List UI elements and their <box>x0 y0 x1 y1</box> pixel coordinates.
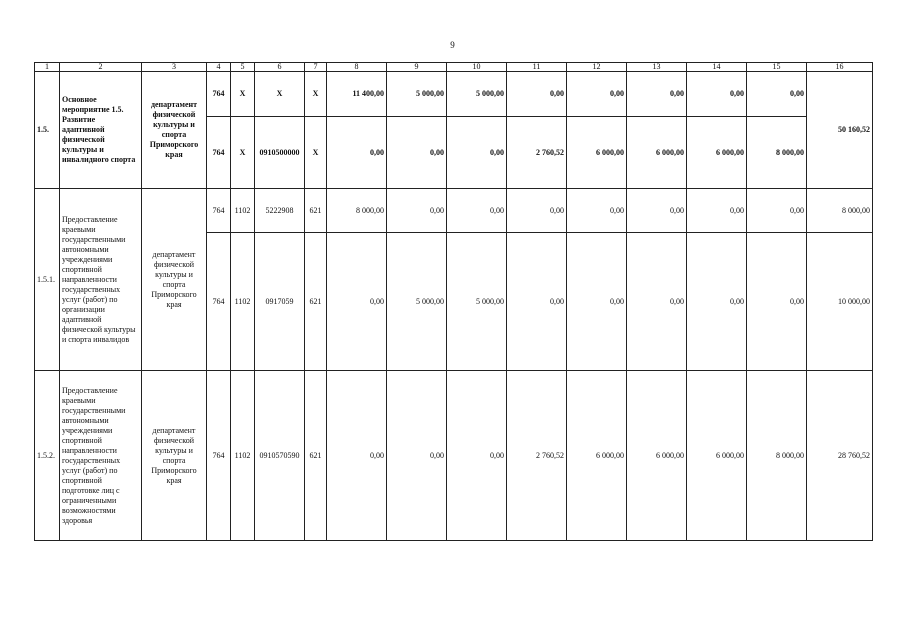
amount-cell: 5 000,00 <box>387 233 447 371</box>
grbs-code: 764 <box>207 189 231 233</box>
target-code: 0910500000 <box>255 117 305 189</box>
amount-cell: 0,00 <box>447 117 507 189</box>
column-header: 12 <box>567 63 627 72</box>
amount-cell: 0,00 <box>507 72 567 117</box>
amount-cell: 2 760,52 <box>507 371 567 541</box>
amount-cell: 6 000,00 <box>567 371 627 541</box>
page-number: 9 <box>450 40 455 50</box>
amount-cell: 0,00 <box>327 117 387 189</box>
grbs-code: 764 <box>207 117 231 189</box>
column-header: 16 <box>807 63 873 72</box>
target-code: Х <box>255 72 305 117</box>
event-name: Предоставление краевыми государственными автономными учреждениями спортивной направленности государственных услуг (работ) по спортивной подготовке лиц с ограниченными возможностями здоровья <box>60 371 142 541</box>
row-number: 1.5. <box>35 72 60 189</box>
expense-type: 621 <box>305 233 327 371</box>
amount-cell: 0,00 <box>567 189 627 233</box>
organization: департамент физической культуры и спорта Приморского края <box>142 72 207 189</box>
amount-cell: 0,00 <box>327 233 387 371</box>
expense-type: 621 <box>305 189 327 233</box>
column-header: 4 <box>207 63 231 72</box>
table-row <box>35 189 873 233</box>
amount-cell: 6 000,00 <box>687 117 747 189</box>
amount-cell: 2 760,52 <box>507 117 567 189</box>
column-header: 7 <box>305 63 327 72</box>
amount-cell: 8 000,00 <box>747 371 807 541</box>
section-code: Х <box>231 72 255 117</box>
amount-cell: 0,00 <box>327 371 387 541</box>
section-code: 1102 <box>231 189 255 233</box>
grbs-code: 764 <box>207 233 231 371</box>
amount-cell: 0,00 <box>687 189 747 233</box>
column-header: 14 <box>687 63 747 72</box>
amount-cell: 0,00 <box>627 72 687 117</box>
grbs-code: 764 <box>207 371 231 541</box>
amount-cell: 0,00 <box>507 233 567 371</box>
amount-cell: 0,00 <box>747 189 807 233</box>
event-name: Предоставление краевыми государственными автономными учреждениями спортивной направленности государственных услуг (работ) по организации адаптивной физической культуры и спорта инвалидов <box>60 189 142 371</box>
table-row <box>35 371 873 541</box>
amount-cell: 0,00 <box>627 233 687 371</box>
column-header: 1 <box>35 63 60 72</box>
amount-cell: 0,00 <box>687 72 747 117</box>
expense-type: 621 <box>305 371 327 541</box>
amount-cell: 0,00 <box>567 233 627 371</box>
section-code: 1102 <box>231 371 255 541</box>
amount-cell: 0,00 <box>567 72 627 117</box>
amount-cell: 11 400,00 <box>327 72 387 117</box>
total-cell: 28 760,52 <box>807 371 873 541</box>
row-number: 1.5.1. <box>35 189 60 371</box>
amount-cell: 8 000,00 <box>327 189 387 233</box>
section-code: Х <box>231 117 255 189</box>
total-cell: 8 000,00 <box>807 189 873 233</box>
column-header: 11 <box>507 63 567 72</box>
column-header: 10 <box>447 63 507 72</box>
amount-cell: 0,00 <box>627 189 687 233</box>
column-header: 9 <box>387 63 447 72</box>
column-header: 13 <box>627 63 687 72</box>
total-cell: 10 000,00 <box>807 233 873 371</box>
column-header: 6 <box>255 63 305 72</box>
target-code: 0910570590 <box>255 371 305 541</box>
target-code: 5222908 <box>255 189 305 233</box>
header-row <box>35 63 873 72</box>
amount-cell: 0,00 <box>507 189 567 233</box>
table-row <box>35 72 873 117</box>
amount-cell: 5 000,00 <box>387 72 447 117</box>
amount-cell: 6 000,00 <box>687 371 747 541</box>
amount-cell: 5 000,00 <box>447 233 507 371</box>
column-header: 5 <box>231 63 255 72</box>
amount-cell: 0,00 <box>447 371 507 541</box>
amount-cell: 6 000,00 <box>567 117 627 189</box>
amount-cell: 8 000,00 <box>747 117 807 189</box>
event-name: Основное мероприятие 1.5. Развитие адаптивной физической культуры и инвалидного спорта <box>60 72 142 189</box>
expense-type: Х <box>305 72 327 117</box>
amount-cell: 0,00 <box>387 117 447 189</box>
grbs-code: 764 <box>207 72 231 117</box>
section-code: 1102 <box>231 233 255 371</box>
target-code: 0917059 <box>255 233 305 371</box>
column-header: 15 <box>747 63 807 72</box>
column-header: 3 <box>142 63 207 72</box>
column-header: 8 <box>327 63 387 72</box>
amount-cell: 6 000,00 <box>627 117 687 189</box>
organization: департамент физической культуры и спорта Приморского края <box>142 189 207 371</box>
amount-cell: 0,00 <box>747 72 807 117</box>
amount-cell: 0,00 <box>387 189 447 233</box>
amount-cell: 0,00 <box>747 233 807 371</box>
budget-table <box>34 62 873 541</box>
amount-cell: 6 000,00 <box>627 371 687 541</box>
row-number: 1.5.2. <box>35 371 60 541</box>
amount-cell: 0,00 <box>387 371 447 541</box>
organization: департамент физической культуры и спорта Приморского края <box>142 371 207 541</box>
expense-type: Х <box>305 117 327 189</box>
amount-cell: 5 000,00 <box>447 72 507 117</box>
amount-cell: 0,00 <box>687 233 747 371</box>
column-header: 2 <box>60 63 142 72</box>
amount-cell: 0,00 <box>447 189 507 233</box>
total-cell: 50 160,52 <box>807 72 873 189</box>
